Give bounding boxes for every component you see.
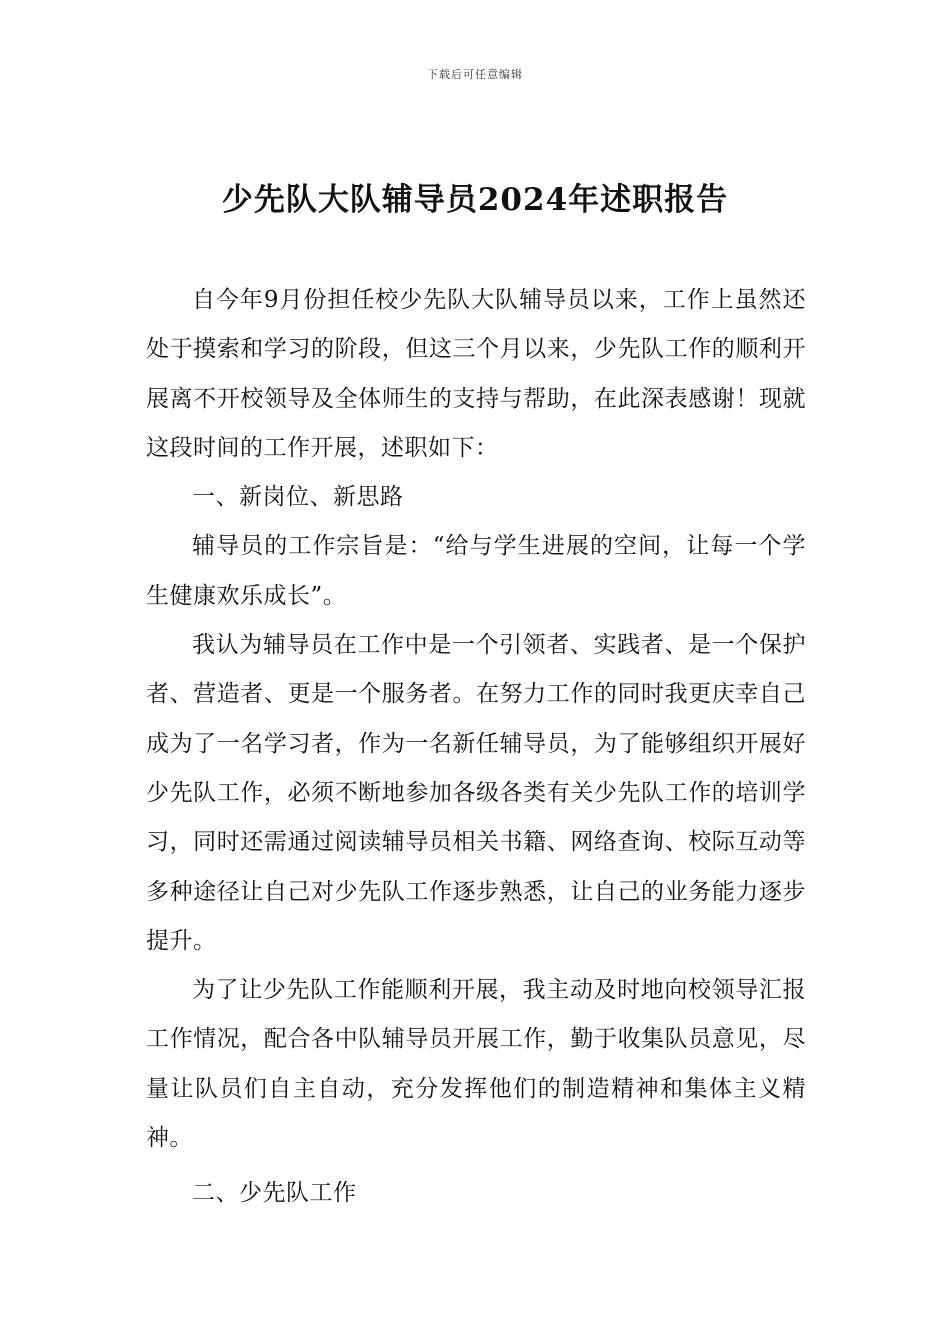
document-body: [146, 276, 806, 1219]
paragraph-roles: 我认为辅导员在工作中是一个引领者、实践者、是一个保护者、营造者、更是一个服务者。在努力工作的同时我更庆幸自己成为了一名学习者，作为一名新任辅导员，为了能够组织开展好少先队工作，必须不断地参加各级各类有关少先队工作的培训学习，同时还需通过阅读辅导员相关书籍、网络查询、校际互动等多种途径让自己对少先队工作逐步熟悉，让自己的业务能力逐步提升。: [146, 632, 806, 954]
paragraph-cooperation: 为了让少先队工作能顺利开展，我主动及时地向校领导汇报工作情况，配合各中队辅导员开展工作，勤于收集队员意见，尽量让队员们自主自动，充分发挥他们的制造精神和集体主义精神。: [146, 977, 806, 1152]
paragraph-intro: 自今年9月份担任校少先队大队辅导员以来，工作上虽然还处于摸索和学习的阶段，但这三个月以来，少先队工作的顺利开展离不开校领导及全体师生的支持与帮助，在此深表感谢！现就这段时间的工作开展，述职如下：: [146, 287, 806, 461]
header-note: 下载后可任意编辑: [427, 68, 523, 81]
document-title: 少先队大队辅导员2024年述职报告: [221, 182, 729, 218]
section-heading-1: 一、新岗位、新思路: [192, 484, 404, 511]
paragraph-purpose: 辅导员的工作宗旨是：“给与学生进展的空间，让每一个学生健康欢乐成长”。: [146, 533, 806, 609]
section-heading-2: 二、少先队工作: [192, 1180, 357, 1207]
